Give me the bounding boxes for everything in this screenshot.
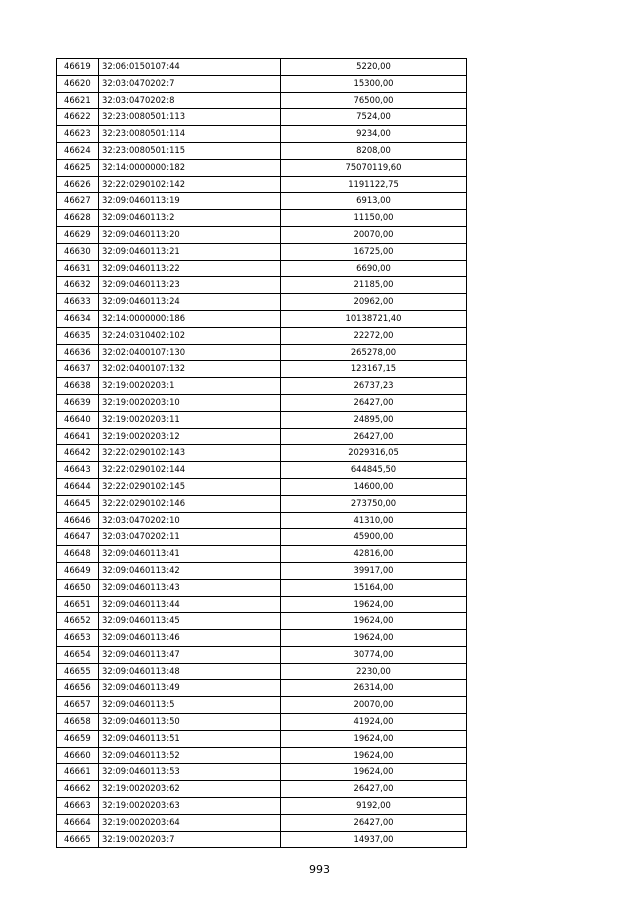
- row-number-cell: 46659: [57, 730, 99, 747]
- table-row: [57, 831, 467, 848]
- value-cell: 19624,00: [281, 630, 467, 647]
- value-cell: 26427,00: [281, 428, 467, 445]
- value-cell: 39917,00: [281, 562, 467, 579]
- table-row: [57, 428, 467, 445]
- row-number-cell: 46642: [57, 445, 99, 462]
- cadastral-number-cell: 32:19:0020203:1: [99, 378, 281, 395]
- value-cell: 6690,00: [281, 260, 467, 277]
- cadastral-number-cell: 32:09:0460113:24: [99, 294, 281, 311]
- value-cell: 22272,00: [281, 327, 467, 344]
- value-cell: 20962,00: [281, 294, 467, 311]
- row-number-cell: 46636: [57, 344, 99, 361]
- value-cell: 26427,00: [281, 814, 467, 831]
- cadastral-number-cell: 32:22:0290102:146: [99, 495, 281, 512]
- table-row: [57, 243, 467, 260]
- cadastral-number-cell: 32:14:0000000:182: [99, 159, 281, 176]
- row-number-cell: 46646: [57, 512, 99, 529]
- row-number-cell: 46637: [57, 361, 99, 378]
- value-cell: 30774,00: [281, 646, 467, 663]
- value-cell: 26737,23: [281, 378, 467, 395]
- value-cell: 10138721,40: [281, 310, 467, 327]
- table-row: [57, 126, 467, 143]
- row-number-cell: 46627: [57, 193, 99, 210]
- row-number-cell: 46658: [57, 714, 99, 731]
- table-row: [57, 613, 467, 630]
- value-cell: 14600,00: [281, 478, 467, 495]
- row-number-cell: 46654: [57, 646, 99, 663]
- value-cell: 15300,00: [281, 75, 467, 92]
- row-number-cell: 46665: [57, 831, 99, 848]
- cadastral-number-cell: 32:14:0000000:186: [99, 310, 281, 327]
- cadastral-number-cell: 32:03:0470202:8: [99, 92, 281, 109]
- row-number-cell: 46629: [57, 226, 99, 243]
- table-row: [57, 680, 467, 697]
- cadastral-number-cell: 32:09:0460113:52: [99, 747, 281, 764]
- value-cell: 6913,00: [281, 193, 467, 210]
- value-cell: 14937,00: [281, 831, 467, 848]
- row-number-cell: 46647: [57, 529, 99, 546]
- value-cell: 265278,00: [281, 344, 467, 361]
- row-number-cell: 46648: [57, 546, 99, 563]
- value-cell: 20070,00: [281, 226, 467, 243]
- cadastral-number-cell: 32:23:0080501:113: [99, 109, 281, 126]
- page-number: 993: [309, 863, 330, 876]
- value-cell: 273750,00: [281, 495, 467, 512]
- value-cell: 76500,00: [281, 92, 467, 109]
- row-number-cell: 46653: [57, 630, 99, 647]
- table-row: [57, 361, 467, 378]
- cadastral-number-cell: 32:09:0460113:45: [99, 613, 281, 630]
- cadastral-number-cell: 32:23:0080501:115: [99, 142, 281, 159]
- value-cell: 26427,00: [281, 781, 467, 798]
- cadastral-number-cell: 32:09:0460113:51: [99, 730, 281, 747]
- cadastral-number-cell: 32:23:0080501:114: [99, 126, 281, 143]
- value-cell: 19624,00: [281, 730, 467, 747]
- cadastral-number-cell: 32:09:0460113:44: [99, 596, 281, 613]
- value-cell: 45900,00: [281, 529, 467, 546]
- table-row: [57, 260, 467, 277]
- row-number-cell: 46656: [57, 680, 99, 697]
- value-cell: 24895,00: [281, 411, 467, 428]
- cadastral-number-cell: 32:09:0460113:43: [99, 579, 281, 596]
- table-body: [57, 59, 467, 848]
- row-number-cell: 46651: [57, 596, 99, 613]
- value-cell: 9234,00: [281, 126, 467, 143]
- row-number-cell: 46662: [57, 781, 99, 798]
- cadastral-number-cell: 32:09:0460113:46: [99, 630, 281, 647]
- table-row: [57, 142, 467, 159]
- row-number-cell: 46626: [57, 176, 99, 193]
- cadastral-number-cell: 32:09:0460113:2: [99, 210, 281, 227]
- value-cell: 41310,00: [281, 512, 467, 529]
- table-row: [57, 764, 467, 781]
- cadastral-number-cell: 32:24:0310402:102: [99, 327, 281, 344]
- row-number-cell: 46641: [57, 428, 99, 445]
- table-row: [57, 546, 467, 563]
- table-row: [57, 226, 467, 243]
- table-row: [57, 596, 467, 613]
- table-row: [57, 344, 467, 361]
- value-cell: 20070,00: [281, 697, 467, 714]
- cadastral-number-cell: 32:19:0020203:64: [99, 814, 281, 831]
- table-row: [57, 512, 467, 529]
- cadastral-number-cell: 32:22:0290102:144: [99, 462, 281, 479]
- row-number-cell: 46633: [57, 294, 99, 311]
- cadastral-number-cell: 32:09:0460113:49: [99, 680, 281, 697]
- row-number-cell: 46634: [57, 310, 99, 327]
- cadastral-number-cell: 32:09:0460113:47: [99, 646, 281, 663]
- value-cell: 16725,00: [281, 243, 467, 260]
- row-number-cell: 46623: [57, 126, 99, 143]
- table-row: [57, 579, 467, 596]
- value-cell: 11150,00: [281, 210, 467, 227]
- table-row: [57, 798, 467, 815]
- table-row: [57, 781, 467, 798]
- cadastral-number-cell: 32:09:0460113:5: [99, 697, 281, 714]
- table-row: [57, 630, 467, 647]
- table-row: [57, 378, 467, 395]
- table-row: [57, 478, 467, 495]
- row-number-cell: 46635: [57, 327, 99, 344]
- table-row: [57, 92, 467, 109]
- table-row: [57, 562, 467, 579]
- value-cell: 1191122,75: [281, 176, 467, 193]
- value-cell: 2029316,05: [281, 445, 467, 462]
- cadastral-number-cell: 32:19:0020203:12: [99, 428, 281, 445]
- cadastral-number-cell: 32:03:0470202:10: [99, 512, 281, 529]
- value-cell: 9192,00: [281, 798, 467, 815]
- cadastral-number-cell: 32:06:0150107:44: [99, 59, 281, 76]
- row-number-cell: 46620: [57, 75, 99, 92]
- value-cell: 19624,00: [281, 613, 467, 630]
- value-cell: 42816,00: [281, 546, 467, 563]
- value-cell: 26314,00: [281, 680, 467, 697]
- table-row: [57, 193, 467, 210]
- cadastral-number-cell: 32:22:0290102:145: [99, 478, 281, 495]
- value-cell: 123167,15: [281, 361, 467, 378]
- row-number-cell: 46640: [57, 411, 99, 428]
- cadastral-value-table: [56, 58, 467, 848]
- cadastral-number-cell: 32:02:0400107:130: [99, 344, 281, 361]
- row-number-cell: 46644: [57, 478, 99, 495]
- cadastral-number-cell: 32:19:0020203:11: [99, 411, 281, 428]
- cadastral-number-cell: 32:09:0460113:19: [99, 193, 281, 210]
- table-row: [57, 210, 467, 227]
- row-number-cell: 46639: [57, 394, 99, 411]
- cadastral-number-cell: 32:09:0460113:20: [99, 226, 281, 243]
- value-cell: 7524,00: [281, 109, 467, 126]
- table-row: [57, 663, 467, 680]
- cadastral-number-cell: 32:03:0470202:7: [99, 75, 281, 92]
- row-number-cell: 46624: [57, 142, 99, 159]
- cadastral-number-cell: 32:09:0460113:53: [99, 764, 281, 781]
- table-row: [57, 176, 467, 193]
- row-number-cell: 46660: [57, 747, 99, 764]
- row-number-cell: 46649: [57, 562, 99, 579]
- table-row: [57, 109, 467, 126]
- table-row: [57, 59, 467, 76]
- row-number-cell: 46645: [57, 495, 99, 512]
- table-row: [57, 277, 467, 294]
- cadastral-number-cell: 32:09:0460113:42: [99, 562, 281, 579]
- table-row: [57, 697, 467, 714]
- value-cell: 8208,00: [281, 142, 467, 159]
- value-cell: 19624,00: [281, 596, 467, 613]
- table-row: [57, 294, 467, 311]
- row-number-cell: 46661: [57, 764, 99, 781]
- value-cell: 26427,00: [281, 394, 467, 411]
- cadastral-number-cell: 32:09:0460113:50: [99, 714, 281, 731]
- row-number-cell: 46622: [57, 109, 99, 126]
- row-number-cell: 46650: [57, 579, 99, 596]
- table-row: [57, 495, 467, 512]
- row-number-cell: 46643: [57, 462, 99, 479]
- cadastral-number-cell: 32:19:0020203:10: [99, 394, 281, 411]
- row-number-cell: 46632: [57, 277, 99, 294]
- table-row: [57, 730, 467, 747]
- cadastral-number-cell: 32:22:0290102:142: [99, 176, 281, 193]
- row-number-cell: 46619: [57, 59, 99, 76]
- value-cell: 15164,00: [281, 579, 467, 596]
- row-number-cell: 46638: [57, 378, 99, 395]
- value-cell: 19624,00: [281, 764, 467, 781]
- cadastral-number-cell: 32:03:0470202:11: [99, 529, 281, 546]
- row-number-cell: 46621: [57, 92, 99, 109]
- value-cell: 21185,00: [281, 277, 467, 294]
- table-row: [57, 445, 467, 462]
- cadastral-number-cell: 32:22:0290102:143: [99, 445, 281, 462]
- row-number-cell: 46655: [57, 663, 99, 680]
- table-row: [57, 159, 467, 176]
- cadastral-number-cell: 32:09:0460113:41: [99, 546, 281, 563]
- table-row: [57, 714, 467, 731]
- row-number-cell: 46664: [57, 814, 99, 831]
- row-number-cell: 46628: [57, 210, 99, 227]
- value-cell: 2230,00: [281, 663, 467, 680]
- cadastral-number-cell: 32:19:0020203:63: [99, 798, 281, 815]
- row-number-cell: 46630: [57, 243, 99, 260]
- value-cell: 644845,50: [281, 462, 467, 479]
- table-row: [57, 75, 467, 92]
- table-row: [57, 814, 467, 831]
- table-row: [57, 462, 467, 479]
- row-number-cell: 46663: [57, 798, 99, 815]
- cadastral-number-cell: 32:19:0020203:7: [99, 831, 281, 848]
- table-row: [57, 310, 467, 327]
- cadastral-number-cell: 32:09:0460113:23: [99, 277, 281, 294]
- cadastral-number-cell: 32:02:0400107:132: [99, 361, 281, 378]
- table-row: [57, 394, 467, 411]
- row-number-cell: 46657: [57, 697, 99, 714]
- table-row: [57, 327, 467, 344]
- table-row: [57, 529, 467, 546]
- value-cell: 5220,00: [281, 59, 467, 76]
- row-number-cell: 46652: [57, 613, 99, 630]
- cadastral-number-cell: 32:19:0020203:62: [99, 781, 281, 798]
- cadastral-number-cell: 32:09:0460113:21: [99, 243, 281, 260]
- value-cell: 19624,00: [281, 747, 467, 764]
- table-row: [57, 747, 467, 764]
- cadastral-number-cell: 32:09:0460113:22: [99, 260, 281, 277]
- value-cell: 41924,00: [281, 714, 467, 731]
- table-row: [57, 646, 467, 663]
- cadastral-number-cell: 32:09:0460113:48: [99, 663, 281, 680]
- table-row: [57, 411, 467, 428]
- value-cell: 75070119,60: [281, 159, 467, 176]
- row-number-cell: 46631: [57, 260, 99, 277]
- row-number-cell: 46625: [57, 159, 99, 176]
